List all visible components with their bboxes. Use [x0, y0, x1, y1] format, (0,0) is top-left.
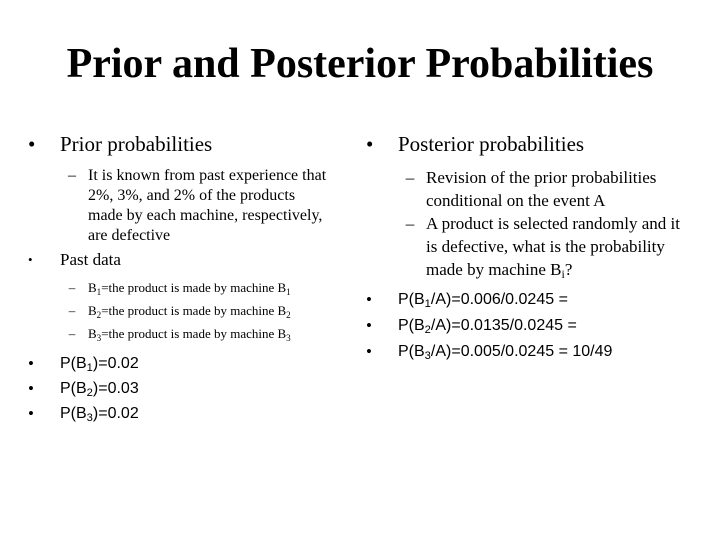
prior-heading-item: [28, 130, 358, 158]
right-column: [366, 130, 696, 365]
past-data-text-3: $B_3=the$ product is made by machine $B_3$: [88, 326, 291, 343]
past-data-row-1: [56, 276, 358, 299]
priors-list: [28, 351, 358, 426]
posterior-value-1: $P(B_1/A)=0.006/0.0245$ =: [398, 291, 568, 310]
revision-item: [394, 166, 696, 212]
posterior-heading: Posterior probabilities: [398, 132, 585, 156]
posterior-heading-item: [366, 130, 696, 158]
posteriors-list: [366, 287, 696, 365]
past-data-item: [28, 248, 358, 272]
past-data-text-2: $B_2=the$ product is made by machine $B_2$: [88, 303, 291, 320]
experience-text: It is known from past experience that 2%, 3%, and 2% of the products made by each machine, respectively, are defective: [88, 167, 327, 244]
left-column: [28, 130, 358, 426]
bullet: •: [366, 316, 372, 335]
revision-text: Revision of the prior probabilities conditional on the event A: [426, 168, 657, 210]
dash: –: [68, 303, 76, 318]
question-item: [394, 212, 696, 281]
dash: –: [405, 168, 415, 187]
bullet: •: [28, 354, 34, 373]
posterior-item-1: [366, 287, 696, 313]
past-data-list: [28, 276, 358, 345]
question-text: A product is selected randomly and it is defective, what is the probability made by machine $B_i$?: [426, 214, 680, 281]
dash: –: [405, 214, 415, 233]
prior-value-3: $P(B_3)=0.02$: [60, 405, 139, 424]
bullet: •: [366, 132, 374, 156]
posterior-value-3: $P(B_3/A)=0.005/0.0245 = 10/49$: [398, 343, 613, 362]
prior-item-1: [28, 351, 358, 376]
prior-heading: Prior probabilities: [60, 132, 213, 156]
past-data-text-1: $B_1=the$ product is made by machine $B_1$: [88, 280, 291, 297]
posterior-value-2: $P(B_2/A)=0.0135/0.0245$ =: [398, 317, 577, 336]
prior-item-3: [28, 401, 358, 426]
bullet: •: [366, 290, 372, 309]
posterior-item-2: [366, 313, 696, 339]
past-data-label: Past data: [60, 250, 121, 269]
bullet: •: [28, 379, 34, 398]
past-data-row-3: [56, 322, 358, 345]
posterior-item-3: [366, 339, 696, 365]
slide-title: Prior and Posterior Probabilities: [66, 41, 654, 87]
experience-item: [56, 166, 358, 246]
prior-value-2: $P(B_2)=0.03$: [60, 380, 139, 399]
dash: –: [68, 280, 76, 295]
dash: –: [68, 167, 76, 184]
past-data-row-2: [56, 299, 358, 322]
bullet: •: [28, 404, 34, 423]
bullet: •: [28, 252, 33, 267]
dash: –: [68, 326, 76, 341]
prior-item-2: [28, 376, 358, 401]
bullet: •: [366, 342, 372, 361]
prior-value-1: $P(B_1)=0.02$: [60, 355, 139, 374]
bullet: •: [28, 132, 36, 156]
